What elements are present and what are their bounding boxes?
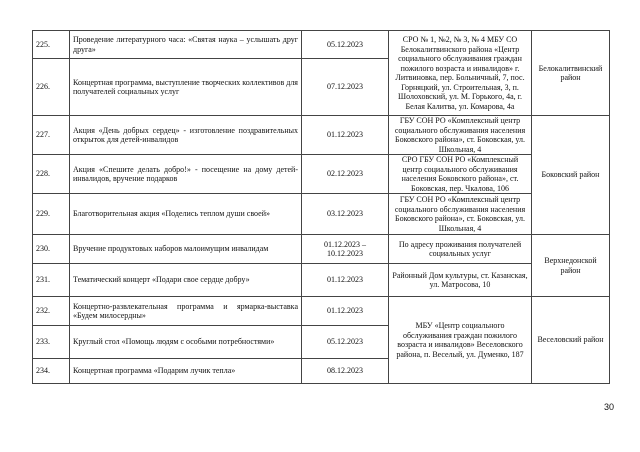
event-name: Проведение литературного часа: «Святая наука – услышать друг друга» [70,31,302,59]
district-name: Белокалитвинский район [532,31,610,116]
event-name: Круглый стол «Помощь людям с особыми потребностями» [70,326,302,359]
date-end: 10.12.2023 [327,249,363,258]
district-name: Верхнедонской район [532,235,610,297]
row-number: 228. [33,155,70,194]
row-number: 227. [33,116,70,155]
event-place: СРО № 1, №2, № 3, № 4 МБУ СО Белокалитвинского района «Центр социального обслуживания граждан пожилого возраста и инвалидов» г. Литвиновка, пер. Больничный, 7, пос. Горняцкий, ул. Строительная, 3, п. Шолоховский, ул. М. Горького, 4а, г. Белая Калитва, ул. Комарова, 4а [389,31,532,116]
event-date: 08.12.2023 [302,359,389,384]
row-number: 234. [33,359,70,384]
event-date: 07.12.2023 [302,59,389,116]
event-place: По адресу проживания получателей социальных услуг [389,235,532,264]
event-name: Благотворительная акция «Поделись теплом души своей» [70,194,302,235]
event-name: Акция «День добрых сердец» - изготовление поздравительных открыток для детей-инвалидов [70,116,302,155]
row-number: 230. [33,235,70,264]
table-row [33,31,610,59]
events-table [32,30,610,384]
table-row [33,297,610,326]
event-date: 01.12.2023 [302,116,389,155]
event-date: 05.12.2023 [302,31,389,59]
event-date: 02.12.2023 [302,155,389,194]
event-place: Районный Дом культуры, ст. Казанская, ул. Матросова, 10 [389,264,532,297]
event-name: Концертная программа, выступление творческих коллективов для получателей социальных услуг [70,59,302,116]
event-place: ГБУ СОН РО «Комплексный центр социального обслуживания населения Боковского района», ст. Боковская, ул. Школьная, 4 [389,116,532,155]
row-number: 233. [33,326,70,359]
table-row [33,194,610,235]
row-number: 229. [33,194,70,235]
event-name: Концертная программа «Подарим лучик тепла» [70,359,302,384]
event-date [302,235,389,264]
event-name: Тематический концерт «Подари свое сердце добру» [70,264,302,297]
event-name: Вручение продуктовых наборов малоимущим инвалидам [70,235,302,264]
district-name: Веселовский район [532,297,610,384]
row-number: 232. [33,297,70,326]
table-row [33,235,610,264]
event-date: 01.12.2023 [302,264,389,297]
row-number: 231. [33,264,70,297]
table-row [33,264,610,297]
table-row [33,116,610,155]
event-name: Концертно-развлекательная программа и ярмарка-выставка «Будем милосердны» [70,297,302,326]
event-place: СРО ГБУ СОН РО «Комплексный центр социального обслуживания населения Боковского района», ст. Боковская, пер. Чкалова, 106 [389,155,532,194]
event-place: МБУ «Центр социального обслуживания граждан пожилого возраста и инвалидов» Веселовского района, п. Веселый, ул. Думенко, 187 [389,297,532,384]
row-number: 225. [33,31,70,59]
event-date: 03.12.2023 [302,194,389,235]
district-name: Боковский район [532,116,610,235]
row-number: 226. [33,59,70,116]
event-place: ГБУ СОН РО «Комплексный центр социального обслуживания населения Боковского района», ст. Боковская, ул. Школьная, 4 [389,194,532,235]
page-number: 30 [603,402,614,412]
event-date: 05.12.2023 [302,326,389,359]
event-date: 01.12.2023 [302,297,389,326]
event-name: Акция «Спешите делать добро!» - посещение на дому детей-инвалидов, вручение подарков [70,155,302,194]
date-start: 01.12.2023 – [324,239,366,249]
table-row [33,155,610,194]
